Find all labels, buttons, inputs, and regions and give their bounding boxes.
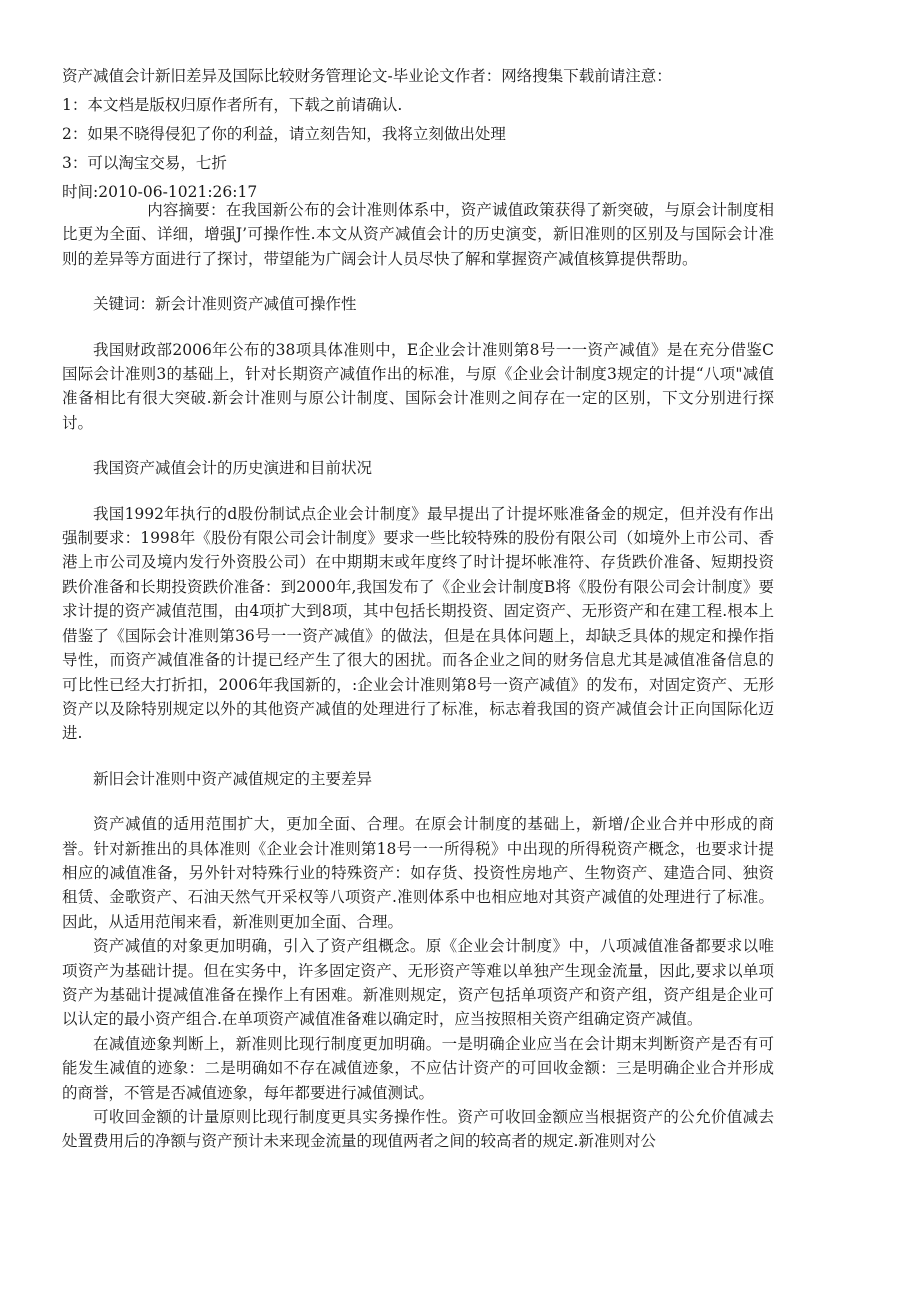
notice-line-3: 3：可以淘宝交易，七折 <box>62 154 227 172</box>
abstract-paragraph: 内容摘要：在我国新公布的会计准则体系中，资产诚值政策获得了新突破，与原会计制度相比更为全面、详细，增强J’可操作性.本文从资产减值会计的历史演变，新旧准则的区别及与国际会计准则的差异等方面进行了探讨，带望能为广阔会计人员尽快了解和掌握资产减值核算提供帮助。 <box>62 201 774 268</box>
history-paragraph: 我国1992年执行的d股份制试点企业会计制度》最早提出了计提坏账准备金的规定，但并没有作出强制要求：1998年《股份有限公司会计制度》要求一些比较特殊的股份有限公司（如境外上市公司、香港上市公司及境内发行外资股公司）在中期期末或年度终了时计提坏帐准符、存货跌价准备、短期投资跌价准备和长期投资跌价准备：到2000年,我国发布了《企业会计制度B将《股份有限公司会计制度》要求计提的资产减值范围，由4项扩大到8项，其中包括长期投资、固定资产、无形资产和在建工程.根本上借鉴了《国际会计准则第36号一一资产减值》的做法，但是在具体问题上，却缺乏具体的规定和操作指导性，而资产减值准备的计提已经产生了很大的困扰。而各企业之间的财务信息尤其是减值准备信息的可比性已经大打折扣，2006年我国新的，:企业会计准则第8号一资产减值》的发布，对固定资产、无形资产以及除特别规定以外的其他资产减值的处理进行了标准，标志着我国的资产减值会计正向国际化迈进. <box>62 504 774 743</box>
difference-paragraph-scope: 资产减值的适用范围扩大，更加全面、合理。在原会计制度的基础上，新增/企业合并中形成的商誉。针对新推出的具体准则《企业会计准则第18号一一所得税》中出现的所得税资产概念，也要求计提相应的减值准备，另外针对特殊行业的特殊资产：如存货、投资性房地产、生物资产、建造合同、独资租赁、金歌资产、石油天然气开采权等八项资产.准则体系中也相应地对其资产减值的处理进行了标准。因此，从适用范闱来看，新准则更加全面、合理。 <box>62 815 774 931</box>
document-body <box>62 198 774 1154</box>
notice-line-1: 1：本文档是版权归原作者所有，下载之前请确认. <box>62 96 403 114</box>
difference-paragraph-asset-group: 资产减值的对象更加明确，引入了资产组概念。原《企业会计制度》中，八项减值准备都要求以唯项资产为基础计提。但在实务中，许多固定资产、无形资产等难以单独产生现金流量，因此,要求以单项资产为基础计提减值准备在操作上有困难。新准则规定，资产包括单项资产和资产组，资产组是企业可以认定的最小资产组合.在单项资产减值准备难以确定时，应当按照相关资产组确定资产减值。 <box>62 937 774 1029</box>
notice-line-2: 2：如果不晓得侵犯了你的利益，请立刻告知，我将立刻做出处理 <box>62 125 506 143</box>
timestamp: 时间:2010-06-1021:26:17 <box>62 183 258 201</box>
keywords-line: 关键词：新会计准则资产减值可操作性 <box>93 295 357 314</box>
difference-paragraph-indicators: 在减值迹象判断上，新准则比现行制度更加明确。一是明确企业应当在会计期末判断资产是否有可能发生减值的迹象：二是明确如不存在减值迹象，不应估计资产的可回收金额：三是明确企业合并形成的商誉，不管是否减值迹象，每年都要进行减值测试。 <box>62 1034 774 1102</box>
document-title: 资产减值会计新旧差异及国际比较财务管理论文-毕业论文作者：网络搜集下载前请注意： <box>62 67 672 85</box>
intro-paragraph: 我国财政部2006年公布的38项具体准则中，E企业会计准则第8号一一资产减值》是在充分借鉴C国际会计准则3的基础上，针对长期资产减值作出的标准，与原《企业会计制度3规定的计提“八项"减值准备相比有很大突破.新会计准则与原公计制度、国际会计准则之间存在一定的区别，下文分别进行探讨。 <box>62 340 774 432</box>
section-heading-differences: 新旧会计准则中资产减值规定的主要差异 <box>93 769 373 788</box>
section-heading-history: 我国资产减值会计的历史演进和目前状况 <box>93 459 373 478</box>
difference-paragraph-recoverable-amount: 可收回金额的计量原则比现行制度更具实务操作性。资产可收回金额应当根据资产的公允价值减去处置费用后的净额与资产预计未来现金流量的现值两者之间的较高者的规定.新准则对公 <box>62 1108 774 1151</box>
document-header <box>62 62 862 207</box>
